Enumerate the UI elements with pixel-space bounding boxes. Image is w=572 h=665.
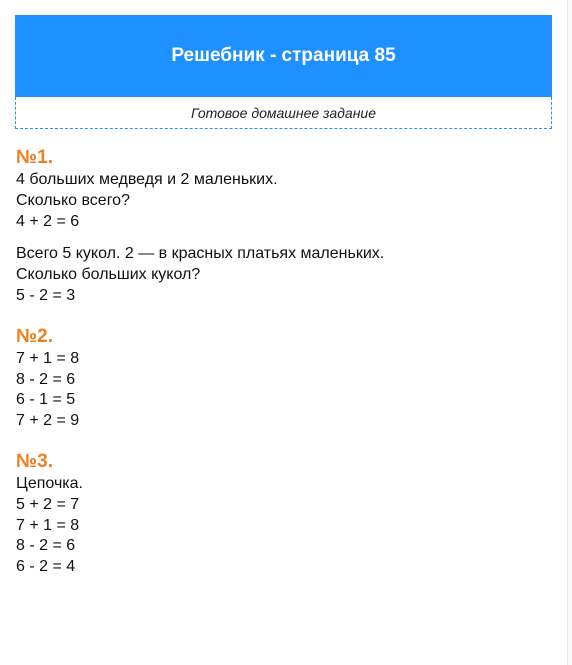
subtitle-box (15, 97, 552, 129)
task-line: Сколько больших кукол? (16, 266, 201, 284)
task-line: 4 больших медведя и 2 маленьких. (16, 171, 278, 188)
page-scrollbar-edge (567, 0, 572, 665)
task-line: Цепочка. (16, 474, 83, 492)
task-line: Всего 5 кукол. 2 — в красных платьях маленьких. (16, 245, 385, 263)
task-line: 6 - 2 = 4 (16, 558, 76, 576)
task-line: Сколько всего? (16, 191, 130, 209)
task-2 (16, 326, 556, 432)
task-3 (16, 451, 556, 578)
task-line: 4 + 2 = 6 (16, 212, 80, 230)
task-line: 7 + 2 = 9 (16, 412, 80, 430)
page-title: Решебник - страница 85 (171, 45, 396, 66)
task-line: 6 - 1 = 5 (16, 391, 76, 409)
page-subtitle: Готовое домашнее задание (190, 104, 376, 121)
page-header (15, 15, 552, 97)
task-1 (16, 147, 556, 307)
solutions-content (16, 147, 556, 578)
task-line: 5 - 2 = 3 (16, 286, 76, 304)
task-line: 5 + 2 = 7 (16, 495, 80, 513)
task-title: №2. (16, 325, 54, 347)
task-title: №3. (16, 450, 54, 472)
task-line: 8 - 2 = 6 (16, 537, 76, 555)
task-line: 7 + 1 = 8 (16, 349, 80, 367)
task-title: №1. (16, 147, 54, 168)
task-line: 7 + 1 = 8 (16, 516, 80, 534)
task-line: 8 - 2 = 6 (16, 370, 76, 388)
